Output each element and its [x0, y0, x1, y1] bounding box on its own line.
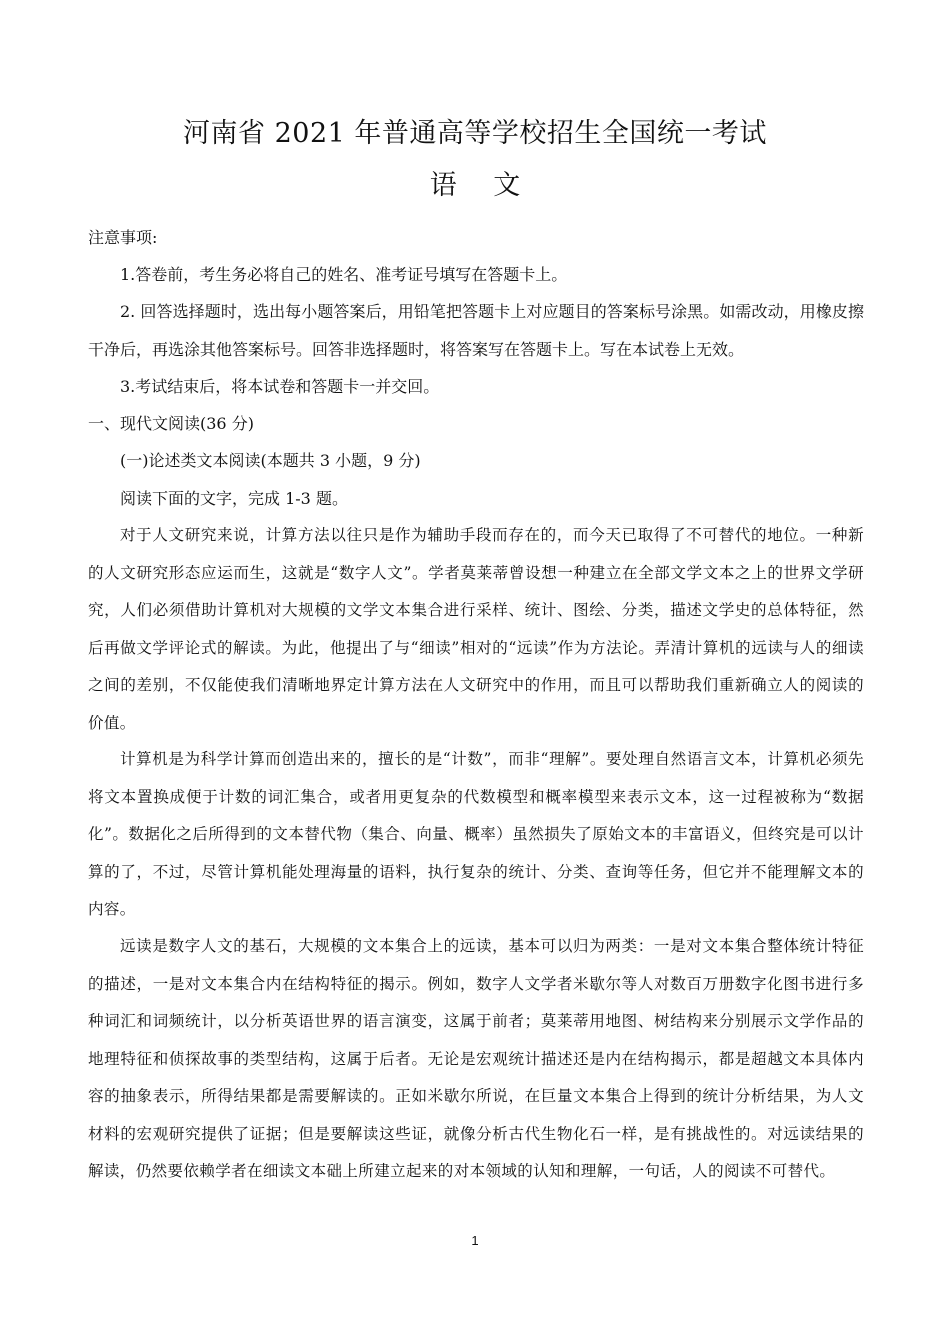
reading-instruction: 阅读下面的文字，完成 1-3 题。 [120, 489, 348, 508]
passage-paragraph-3: 远读是数字人文的基石，大规模的文本集合上的远读，基本可以归为两类：一是对文本集合整体统计特征的描述，一是对文本集合内在结构特征的揭示。例如，数字人文学者米歇尔等人对数百万册数字化图书进行多种词汇和词频统计，以分析英语世界的语言演变，这属于前者；莫莱蒂用地图、树结构来分别展示文学作品的地理特征和侦探故事的类型结构，这属于后者。无论是宏观统计描述还是内在结构揭示，都是超越文本具体内容的抽象表示，所得结果都是需要解读的。正如米歇尔所说，在巨量文本集合上得到的统计分析结果，为人文材料的宏观研究提供了证据；但是要解读这些证，就像分析古代生物化石一样，是有挑战性的。对远读结果的解读，仍然要依赖学者在细读文本础上所建立起来的对本领域的认知和理解，一句话，人的阅读不可替代。 [88, 937, 864, 1180]
notice-item-2: 2. 回答选择题时，选出每小题答案后，用铅笔把答题卡上对应题目的答案标号涂黑。如需改动，用橡皮擦干净后，再选涂其他答案标号。回答非选择题时，将答案写在答题卡上。写在本试卷上无效。 [88, 302, 864, 359]
passage-paragraph-2: 计算机是为科学计算而创造出来的，擅长的是“计数”，而非“理解”。要处理自然语言文本，计算机必须先将文本置换成便于计数的词汇集合，或者用更复杂的代数模型和概率模型来表示文本，这一过程被称为“数据化”。数据化之后所得到的文本替代物（集合、向量、概率）虽然损失了原始文本的丰富语义，但终究是可以计算的了，不过，尽管计算机能处理海量的语料，执行复杂的统计、分类、查询等任务，但它并不能理解文本的内容。 [88, 750, 864, 918]
section-title: 一、现代文阅读(36 分) [88, 414, 254, 433]
notice-heading: 注意事项: [88, 228, 158, 247]
exam-title: 河南省 2021 年普通高等学校招生全国统一考试 [183, 118, 767, 149]
notice-item-1: 1.答卷前，考生务必将自己的姓名、准考证号填写在答题卡上。 [120, 265, 568, 284]
passage-paragraph-1: 对于人文研究来说，计算方法以往只是作为辅助手段而存在的，而今天已取得了不可替代的地位。一种新的人文研究形态应运而生，这就是“数字人文”。学者莫莱蒂曾设想一种建立在全部文学文本之上的世界文学研究，人们必须借助计算机对大规模的文学文本集合进行采样、统计、图绘、分类，描述文学史的总体特征，然后再做文学评论式的解读。为此，他提出了与“细读”相对的“远读”作为方法论。弄清计算机的远读与人的细读之间的差别，不仅能使我们清晰地界定计算方法在人文研究中的作用，而且可以帮助我们重新确立人的阅读的价值。 [88, 526, 864, 732]
notice-item-3: 3.考试结束后，将本试卷和答题卡一并交回。 [120, 377, 440, 396]
subsection-title: (一)论述类文本阅读(本题共 3 小题，9 分) [120, 451, 421, 470]
page-number: 1 [471, 1233, 479, 1248]
subject-title: 语 文 [429, 170, 535, 201]
